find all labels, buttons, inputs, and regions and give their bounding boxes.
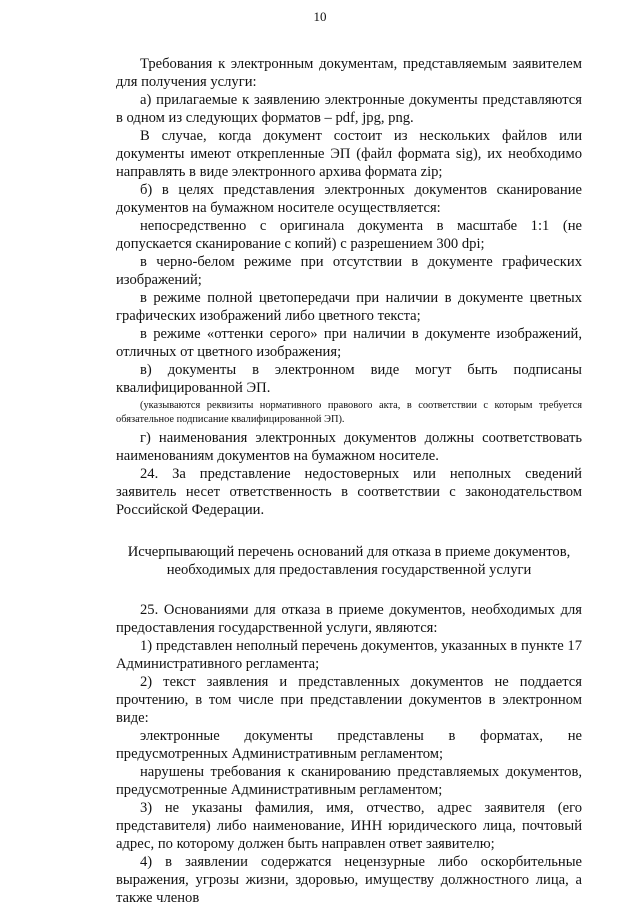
paragraph-scan-gray: в режиме «оттенки серого» при наличии в документе изображений, отличных от цветного изображения; (116, 326, 582, 360)
paragraph-25-4: 4) в заявлении содержатся нецензурные либо оскорбительные выражения, угрозы жизни, здоровью, имуществу должностного лица, а также членов (116, 854, 582, 906)
paragraph-item-a: а) прилагаемые к заявлению электронные документы представляются в одном из следующих форматов – pdf, jpg, png. (116, 92, 582, 126)
paragraph-scan-color: в режиме полной цветопередачи при наличии в документе цветных графических изображений либо цветного текста; (116, 290, 582, 324)
paragraph-requirements-intro: Требования к электронным документам, представляемым заявителем для получения услуги: (116, 56, 582, 90)
paragraph-multi-file: В случае, когда документ состоит из нескольких файлов или документы имеют открепленные ЭП (файл формата sig), их необходимо направлять в виде электронного архива формата zip; (116, 128, 582, 180)
section-heading: Исчерпывающий перечень оснований для отказа в приеме документов, необходимых для предоставления государственной услуги (127, 544, 571, 578)
paragraph-25-1: 1) представлен неполный перечень документов, указанных в пункте 17 Административного регламента; (116, 638, 582, 672)
paragraph-25-2-formats: электронные документы представлены в форматах, не предусмотренных Административным регламентом; (116, 728, 582, 762)
page-number: 10 (313, 9, 327, 24)
paragraph-25: 25. Основаниями для отказа в приеме документов, необходимых для предоставления государственной услуги, являются: (116, 602, 582, 636)
document-body (116, 55, 582, 907)
paragraph-scan-original: непосредственно с оригинала документа в масштабе 1:1 (не допускается сканирование с копий) с разрешением 300 dpi; (116, 218, 582, 252)
paragraph-25-2: 2) текст заявления и представленных документов не поддается прочтению, в том числе при представлении документов в электронном виде: (116, 674, 582, 726)
footnote-legal-act: (указываются реквизиты нормативного правового акта, в соответствии с которым требуется обязательное подписание квалифицированной ЭП). (116, 400, 582, 425)
paragraph-item-b: б) в целях представления электронных документов сканирование документов на бумажном носителе осуществляется: (116, 182, 582, 216)
paragraph-24: 24. За представление недостоверных или неполных сведений заявитель несет ответственность в соответствии с законодательством Российской Федерации. (116, 466, 582, 518)
paragraph-scan-bw: в черно-белом режиме при отсутствии в документе графических изображений; (116, 254, 582, 288)
paragraph-25-2-scan: нарушены требования к сканированию представляемых документов, предусмотренные Административным регламентом; (116, 764, 582, 798)
paragraph-item-g: г) наименования электронных документов должны соответствовать наименованиям документов на бумажном носителе. (116, 430, 582, 464)
paragraph-item-v: в) документы в электронном виде могут быть подписаны квалифицированной ЭП. (116, 362, 582, 396)
paragraph-25-3: 3) не указаны фамилия, имя, отчество, адрес заявителя (его представителя) либо наименование, ИНН юридического лица, почтовый адрес, по которому должен быть направлен ответ заявителю; (116, 800, 582, 852)
